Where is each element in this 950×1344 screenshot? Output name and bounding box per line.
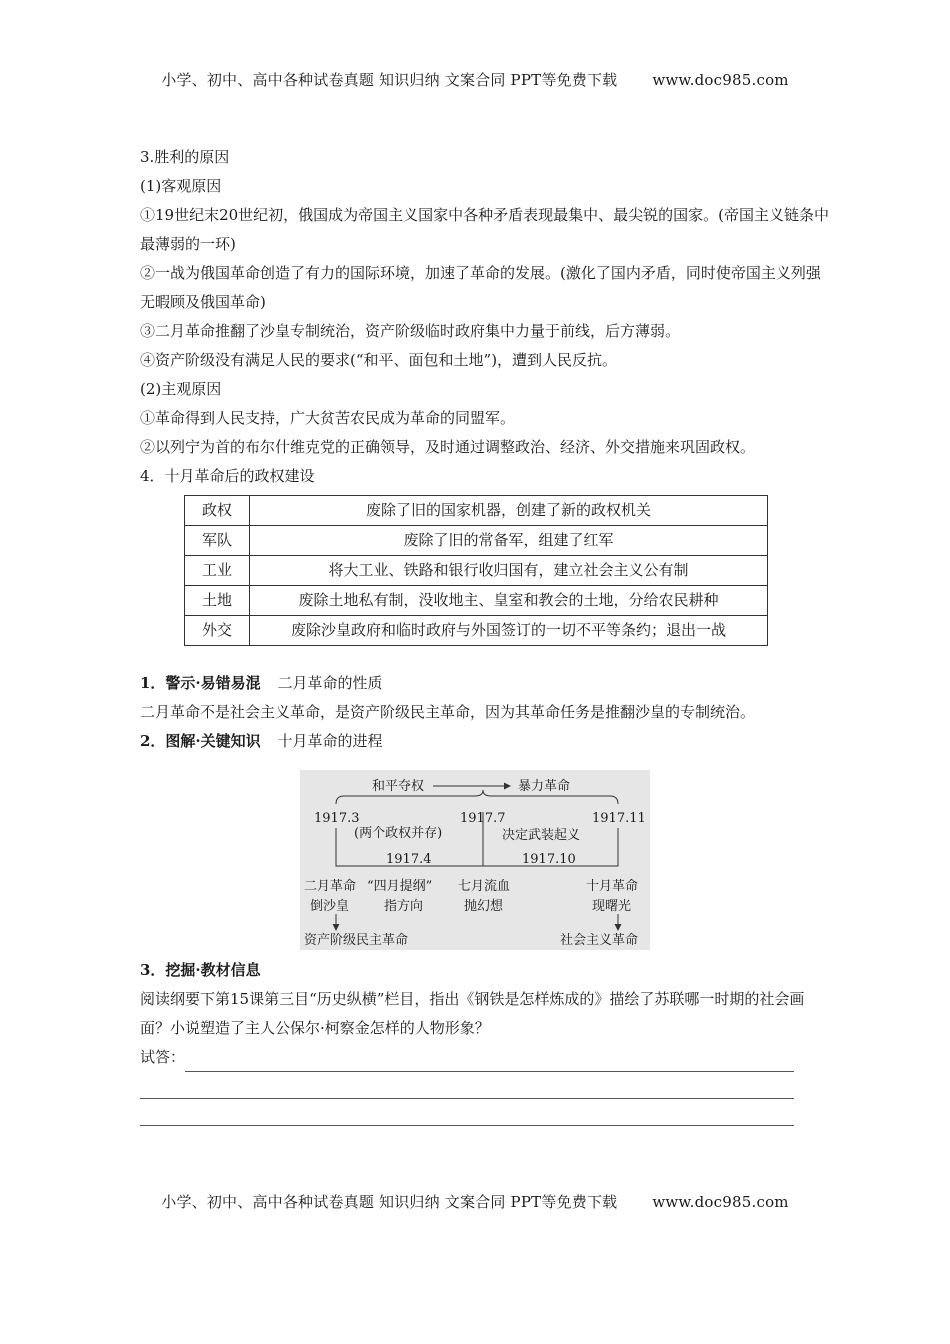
table-row (185, 556, 768, 586)
meaning-april: 指方向 (384, 899, 424, 914)
answer-line[interactable] (185, 1051, 794, 1072)
page-header (0, 69, 950, 90)
objective-item: ①19世纪末20世纪初，俄国成为帝国主义国家中各种矛盾表现最集中、最尖锐的国家。(帝国主义链条中最薄弱的一环) (140, 206, 830, 253)
meaning-july: 抛幻想 (464, 899, 504, 914)
objective-item: ④资产阶级没有满足人民的要求(“和平、面包和土地”)，遭到人民反抗。 (140, 351, 618, 369)
main-content (140, 143, 830, 756)
row-value: 废除了旧的国家机器，创建了新的政权机关 (250, 496, 768, 526)
row-value: 废除土地私有制，没收地主、皇室和教会的土地，分给农民耕种 (250, 586, 768, 616)
row-key: 政权 (185, 496, 250, 526)
page-footer (0, 1191, 950, 1212)
subjective-item: ②以列宁为首的布尔什维克党的正确领导，及时通过调整政治、经济、外交措施来巩固政权。 (140, 438, 756, 456)
date-1917-10: 1917.10 (522, 852, 576, 867)
meaning-february: 倒沙皇 (310, 899, 350, 914)
dual-power-label: (两个政权并存) (354, 826, 443, 841)
footer-text: 小学、初中、高中各种试卷真题 知识归纳 文案合同 PPT等免费下载 (161, 1193, 618, 1211)
objective-title: (1)客观原因 (140, 177, 222, 195)
row-value: 将大工业、铁路和银行收归国有，建立社会主义公有制 (250, 556, 768, 586)
answer-row (140, 1043, 830, 1072)
answer-label: 试答： (140, 1048, 186, 1066)
answer-line[interactable] (140, 1099, 794, 1126)
objective-item: ③二月革命推翻了沙皇专制统治，资产阶级临时政府集中力量于前线，后方薄弱。 (140, 322, 681, 340)
table-row (185, 586, 768, 616)
date-1917-11: 1917.11 (592, 811, 646, 826)
event-april-theses: “四月提纲” (367, 879, 433, 894)
objective-item: ②一战为俄国革命创造了有力的国际环境，加速了革命的发展。(激化了国内矛盾，同时使帝国主义列强无暇顾及俄国革命) (140, 264, 821, 311)
section4-title: 4．十月革命后的政权建设 (140, 467, 315, 485)
row-key: 外交 (185, 616, 250, 646)
table-row (185, 526, 768, 556)
october-revolution-diagram (300, 770, 650, 950)
date-1917-3: 1917.3 (314, 811, 360, 826)
event-february: 二月革命 (304, 879, 357, 894)
regime-table (184, 495, 768, 646)
violent-label: 暴力革命 (518, 779, 571, 794)
tip3-text: 阅读纲要下第15课第三目“历史纵横”栏目，指出《钢铁是怎样炼成的》描绘了苏联哪一时期的社会画面？小说塑造了主人公保尔·柯察金怎样的人物形象？ (140, 990, 805, 1037)
peace-label: 和平夺权 (372, 779, 425, 794)
result-bourgeois: 资产阶级民主革命 (304, 933, 409, 948)
tip2-label: 2．图解·关键知识 (140, 732, 261, 750)
subjective-title: (2)主观原因 (140, 380, 222, 398)
header-site[interactable]: www.doc985.com (652, 71, 789, 89)
date-1917-7: 1917.7 (460, 811, 506, 826)
tip1-heading (140, 669, 830, 698)
date-1917-4: 1917.4 (386, 852, 432, 867)
table-row (185, 496, 768, 526)
row-key: 工业 (185, 556, 250, 586)
subjective-item: ①革命得到人民支持，广大贫苦农民成为革命的同盟军。 (140, 409, 516, 427)
tip1-label: 1．警示·易错易混 (140, 674, 261, 692)
row-value: 废除了旧的常备军，组建了红军 (250, 526, 768, 556)
tip3-label: 3．挖掘·教材信息 (140, 961, 261, 979)
event-july: 七月流血 (458, 879, 511, 894)
answer-line[interactable] (140, 1072, 794, 1099)
armed-uprising-label: 决定武装起义 (502, 828, 581, 843)
meaning-october: 现曙光 (592, 899, 632, 914)
tip1-topic: 二月革命的性质 (277, 674, 383, 692)
footer-site[interactable]: www.doc985.com (652, 1193, 789, 1211)
result-socialist: 社会主义革命 (560, 933, 639, 948)
row-value: 废除沙皇政府和临时政府与外国签订的一切不平等条约；退出一战 (250, 616, 768, 646)
section3-title: 3.胜利的原因 (140, 148, 230, 166)
tip2-heading (140, 727, 830, 756)
tip3-section (140, 956, 830, 1126)
tip1-text: 二月革命不是社会主义革命，是资产阶级民主革命，因为其革命任务是推翻沙皇的专制统治。 (140, 703, 756, 721)
row-key: 土地 (185, 586, 250, 616)
row-key: 军队 (185, 526, 250, 556)
tip2-topic: 十月革命的进程 (277, 732, 383, 750)
event-october: 十月革命 (586, 879, 639, 894)
header-text: 小学、初中、高中各种试卷真题 知识归纳 文案合同 PPT等免费下载 (161, 71, 618, 89)
table-row (185, 616, 768, 646)
